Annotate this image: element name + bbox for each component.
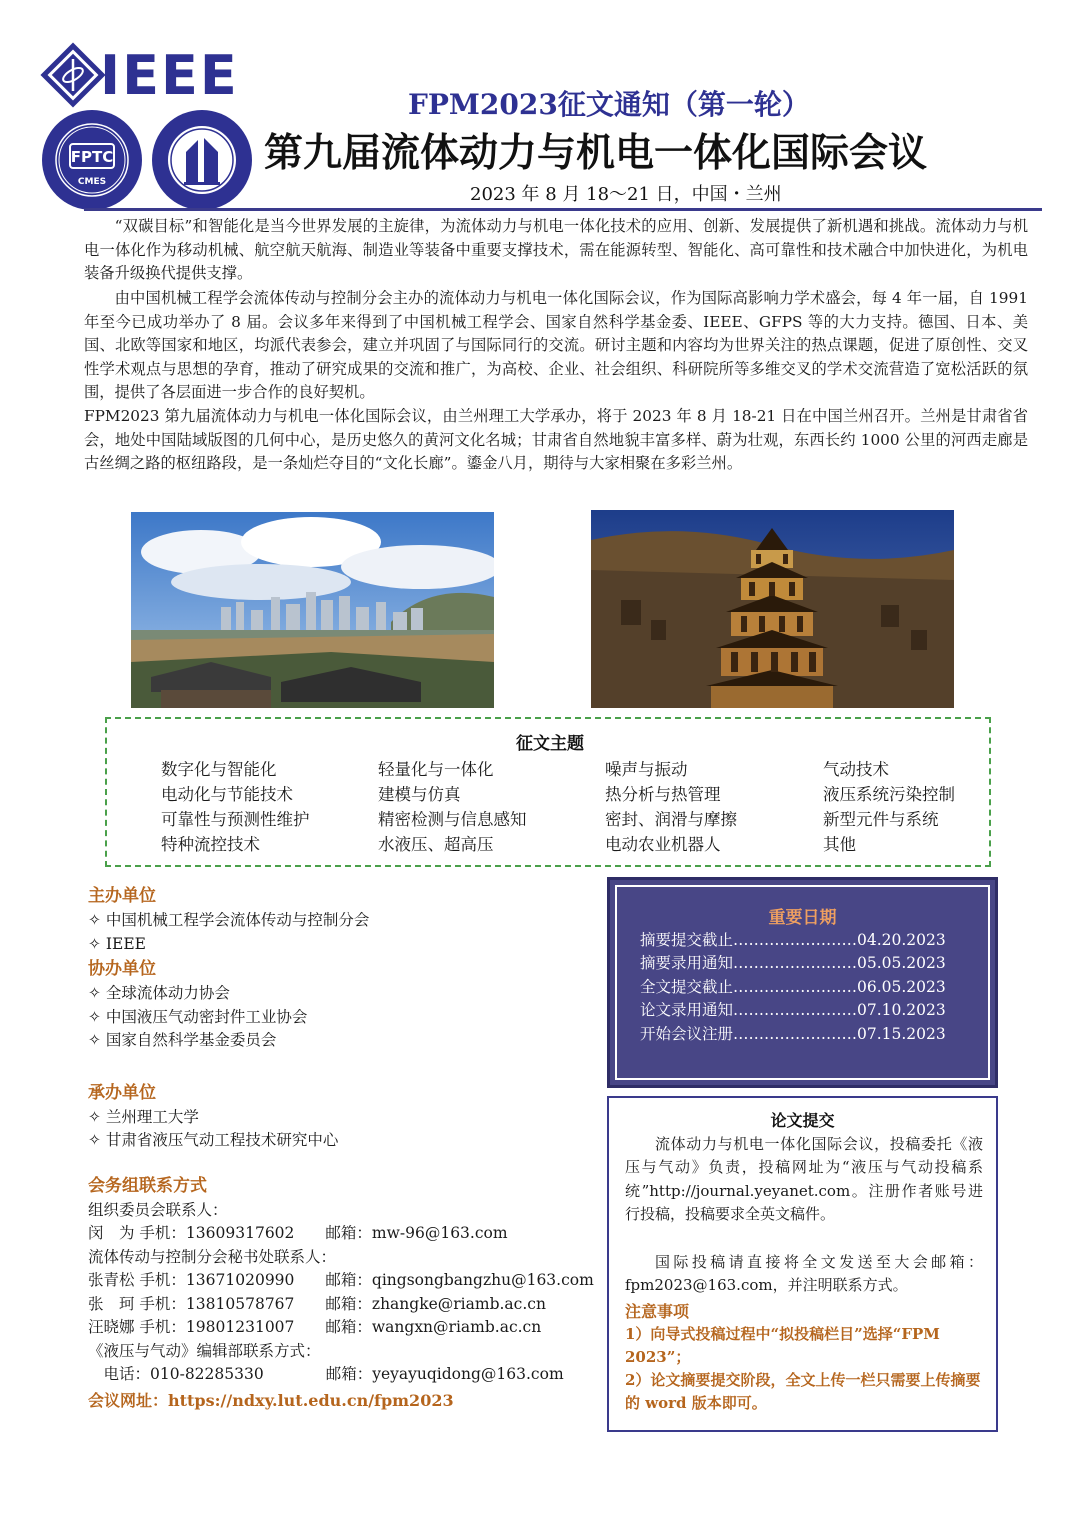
dates-title: 重要日期 xyxy=(768,908,837,928)
topic-item: 液压系统污染控制 xyxy=(823,785,955,804)
undertaker-item: ✧ 甘肃省液压气动工程技术研究中心 xyxy=(88,1131,339,1149)
conference-website-link[interactable]: 会议网址：https://ndxy.lut.edu.cn/fpm2023 xyxy=(88,1391,454,1410)
topic-item: 电动农业机器人 xyxy=(605,835,721,854)
date-row: 摘要提交截止……………………04.20.2023 xyxy=(640,931,946,949)
host-heading: 主办单位 xyxy=(88,886,156,906)
topic-item: 电动化与节能技术 xyxy=(161,785,293,804)
topic-item: 热分析与热管理 xyxy=(605,785,721,804)
intro-paragraph-1: “双碳目标”和智能化是当今世界发展的主旋律，为流体动力与机电一体化技术的应用、创新、发展提供了新机遇和挑战。流体动力与机电一体化作为移动机械、航空航天航海、制造业等装备中重要支撑技术，需在能源转型、智能化、高可靠性和技术融合中加快进化，为机电装备升级换代提供支撑。 xyxy=(84,217,1028,283)
contact-line: 流体传动与控制分会秘书处联系人： xyxy=(88,1248,337,1266)
topic-item: 水液压、超高压 xyxy=(378,835,494,854)
submission-title: 论文提交 xyxy=(770,1111,835,1130)
topic-item: 轻量化与一体化 xyxy=(378,760,494,779)
submission-box xyxy=(607,1096,998,1432)
submission-paragraph-1: 流体动力与机电一体化国际会议，投稿委托《液压与气动》负责，投稿网址为“液压与气动投稿系统”http://journal.yeyanet.com。注册作者账号进行投稿，投稿要求全英文稿件。 xyxy=(625,1135,983,1223)
lut-university-seal xyxy=(150,108,254,212)
co-organizer-item: ✧ 中国液压气动密封件工业协会 xyxy=(88,1008,308,1026)
ieee-wordmark: IEEE xyxy=(100,44,239,107)
contact-line: 《液压与气动》编辑部联系方式： xyxy=(88,1342,321,1360)
topic-item: 气动技术 xyxy=(823,760,889,779)
topic-item: 建模与仿真 xyxy=(378,785,461,804)
contact-line: 电话：010-82285330 邮箱：yeyayuqidong@163.com xyxy=(88,1365,564,1383)
note-item: 1）向导式投稿过程中“拟投稿栏目”选择“FPM 2023”； xyxy=(625,1325,940,1367)
contact-line: 张青松 手机：13671020990 邮箱：qingsongbangzhu@163.com xyxy=(88,1271,594,1289)
contact-heading: 会务组联系方式 xyxy=(88,1176,207,1196)
note-item: 2）论文摘要提交阶段，全文上传一栏只需要上传摘要的 word 版本即可。 xyxy=(625,1371,981,1413)
svg-text:FPTC: FPTC xyxy=(70,148,114,166)
conference-title: 第九届流体动力与机电一体化国际会议 xyxy=(264,131,928,176)
host-item: ✧ IEEE xyxy=(88,935,146,953)
topic-item: 数字化与智能化 xyxy=(161,760,277,779)
notes-heading: 注意事项 xyxy=(625,1302,690,1321)
undertaker-item: ✧ 兰州理工大学 xyxy=(88,1108,199,1126)
topic-item: 精密检测与信息感知 xyxy=(378,810,527,829)
topics-title: 征文主题 xyxy=(516,734,584,754)
date-row: 开始会议注册……………………07.15.2023 xyxy=(640,1025,946,1043)
date-row: 论文录用通知……………………07.10.2023 xyxy=(640,1001,946,1019)
date-row: 全文提交截止……………………06.05.2023 xyxy=(640,978,946,996)
co-organizer-item: ✧ 国家自然科学基金委员会 xyxy=(88,1031,277,1049)
svg-text:CMES: CMES xyxy=(77,177,107,187)
host-item: ✧ 中国机械工程学会流体传动与控制分会 xyxy=(88,911,370,929)
contact-line: 组织委员会联系人： xyxy=(88,1201,228,1219)
fptc-cmes-seal xyxy=(40,108,144,212)
co-organizer-heading: 协办单位 xyxy=(88,959,156,979)
topic-item: 密封、润滑与摩擦 xyxy=(605,810,737,829)
notice-subtitle: FPM2023征文通知（第一轮） xyxy=(408,88,810,121)
date-and-place: 2023 年 8 月 18～21 日，中国・兰州 xyxy=(470,184,782,205)
mogao-grottoes-photo xyxy=(591,510,954,708)
intro-paragraph-3: FPM2023 第九届流体动力与机电一体化国际会议，由兰州理工大学承办，将于 2023 年 8 月 18-21 日在中国兰州召开。兰州是甘肃省省会，地处中国陆域版图的几何中心，是历史悠久的黄河文化名城；甘肃省自然地貌丰富多样、蔚为壮观，东西长约 1000 公里的河西走廊是古丝绸之路的枢纽路段，是一条灿烂夺目的“文化长廊”。鎏金八月，期待与大家相聚在多彩兰州。 xyxy=(84,407,1028,473)
header-divider xyxy=(84,208,1042,211)
contact-line: 汪晓娜 手机：19801231007 邮箱：wangxn@riamb.ac.cn xyxy=(88,1318,542,1336)
topics-box xyxy=(105,717,991,867)
co-organizer-item: ✧ 全球流体动力协会 xyxy=(88,984,230,1002)
topic-item: 特种流控技术 xyxy=(161,835,260,854)
contact-line: 张 珂 手机：13810578767 邮箱：zhangke@riamb.ac.cn xyxy=(88,1295,546,1313)
lanzhou-city-photo xyxy=(131,512,494,708)
topic-item: 新型元件与系统 xyxy=(823,810,939,829)
undertaker-heading: 承办单位 xyxy=(88,1083,156,1103)
important-dates-box xyxy=(607,877,998,1088)
intro-paragraph-2: 由中国机械工程学会流体传动与控制分会主办的流体动力与机电一体化国际会议，作为国际高影响力学术盛会，每 4 年一届，自 1991 年至今已成功举办了 8 届。会议多年来得到了中国机械工程学会、国家自然科学基金委、IEEE、GFPS 等的大力支持。德国、日本、美国、北欧等国家和地区，均派代表参会，建立并巩固了与国际同行的交流。研讨主题和内容均为世界关注的热点课题，促进了原创性、交叉性学术观点与思想的孕育，推动了研究成果的交流和推广，为高校、企业、社会组织、科研院所等多维交叉的学术交流营造了宽松活跃的氛围，提供了各层面进一步合作的良好契机。 xyxy=(84,289,1028,402)
date-row: 摘要录用通知……………………05.05.2023 xyxy=(640,954,946,972)
topic-item: 可靠性与预测性维护 xyxy=(161,810,310,829)
topic-item: 其他 xyxy=(823,835,856,854)
topic-item: 噪声与振动 xyxy=(605,760,688,779)
submission-paragraph-2: 国际投稿请直接将全文发送至大会邮箱：fpm2023@163.com，并注明联系方式。 xyxy=(625,1253,983,1295)
contact-line: 闵 为 手机：13609317602 邮箱：mw-96@163.com xyxy=(88,1224,508,1242)
